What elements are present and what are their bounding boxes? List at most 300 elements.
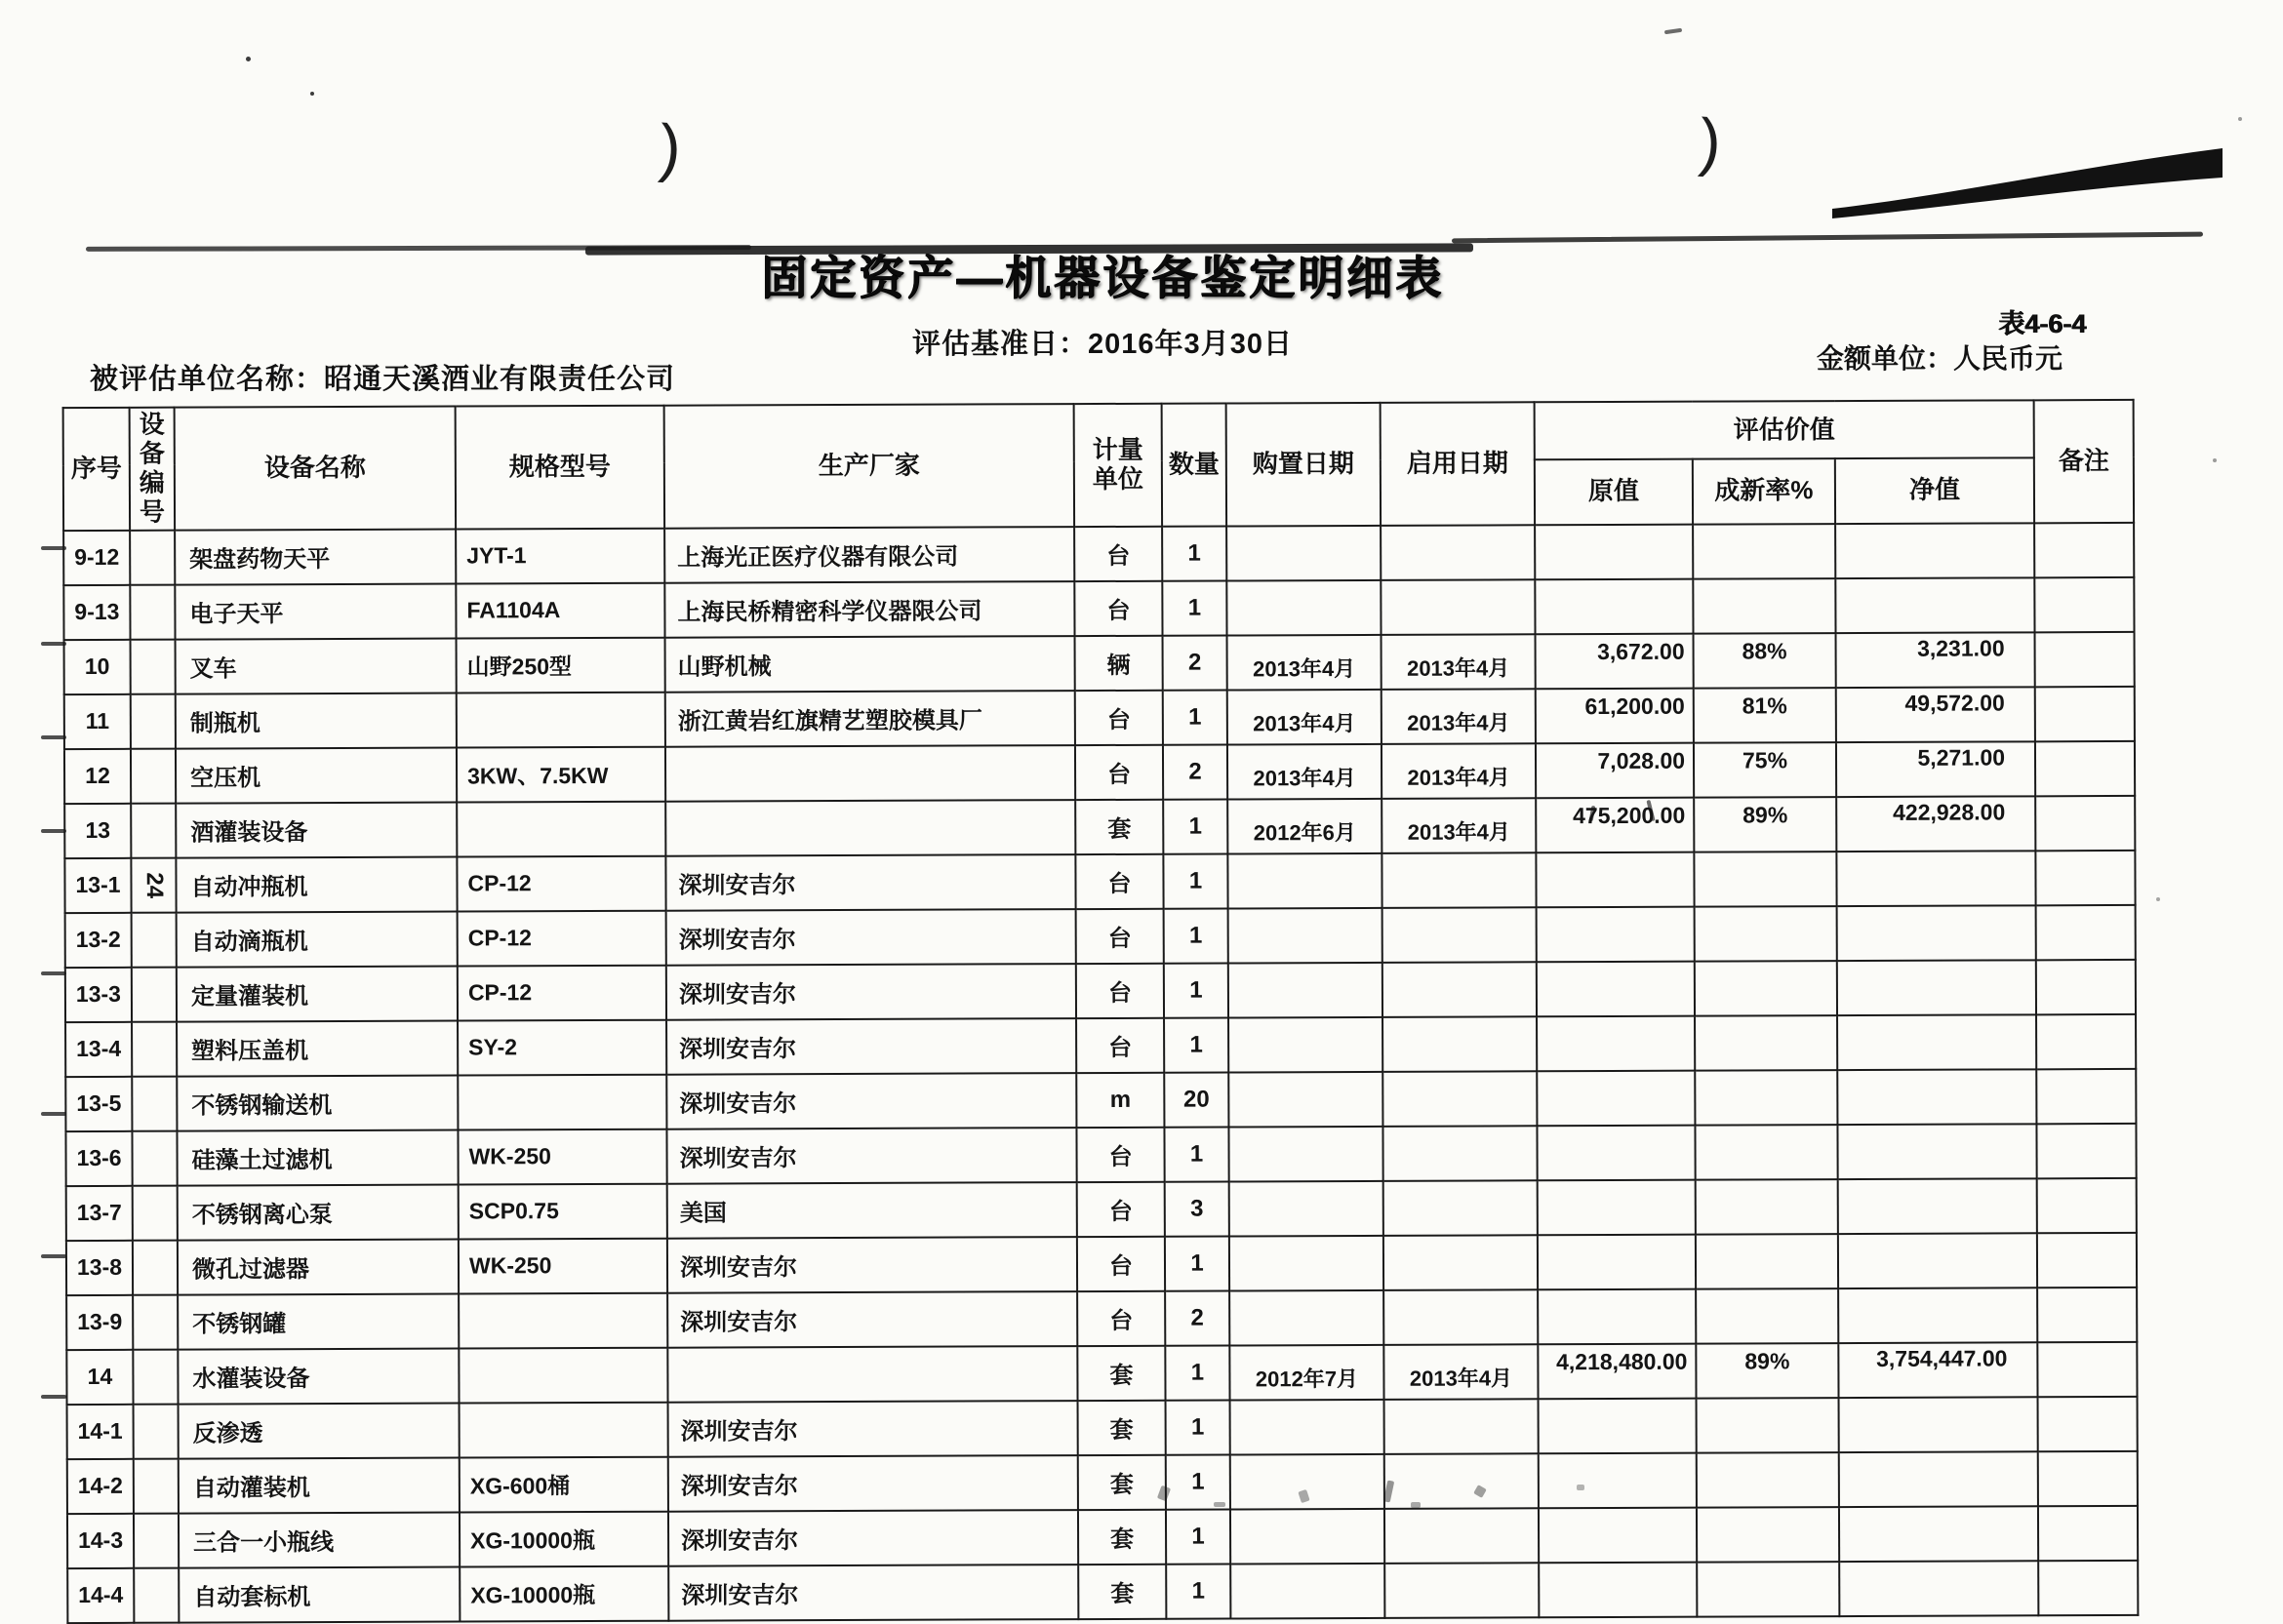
cell-unit: 台 — [1075, 853, 1163, 908]
cell-name: 微孔过滤器 — [178, 1239, 459, 1294]
cell-model — [458, 1074, 666, 1129]
cell-seq: 13-8 — [66, 1240, 133, 1294]
cell-seq: 13-6 — [65, 1130, 132, 1185]
amount-unit-label: 金额单位：人民币元 — [1817, 343, 2063, 374]
cell-start_date: 2013年4月 — [1382, 798, 1536, 853]
cell-net_value: 3,231.00 — [1836, 632, 2035, 688]
cell-device_no — [131, 748, 176, 803]
cell-manufacturer: 上海民桥精密科学仪器限公司 — [664, 581, 1074, 638]
cell-name: 自动灌装机 — [179, 1457, 460, 1513]
cell-start_date — [1384, 1563, 1539, 1618]
cell-qty: 1 — [1164, 1127, 1228, 1181]
page-title: 固定资产—机器设备鉴定明细表 — [761, 252, 1444, 303]
cell-remark — [2036, 1013, 2136, 1068]
cell-seq: 13-5 — [65, 1076, 132, 1130]
cell-remark — [2037, 1177, 2137, 1232]
table-row — [67, 1396, 2138, 1458]
cell-name: 塑料压盖机 — [177, 1020, 458, 1076]
equipment-table-body — [63, 522, 2138, 1622]
col-header-net-value: 净值 — [1835, 457, 2034, 523]
cell-purchase_date — [1226, 525, 1381, 580]
cell-manufacturer: 深圳安吉尔 — [666, 1128, 1076, 1184]
cell-seq: 13-2 — [65, 912, 132, 967]
cell-name: 水灌装设备 — [178, 1348, 459, 1404]
cell-qty: 1 — [1164, 963, 1228, 1017]
cell-name: 自动冲瓶机 — [176, 856, 457, 912]
appraised-entity-name: 被评估单位名称：昭通天溪酒业有限责任公司 — [90, 364, 676, 395]
cell-model: CP-12 — [458, 965, 666, 1020]
cell-purchase_date — [1230, 1453, 1384, 1509]
cell-qty: 1 — [1163, 799, 1227, 853]
cell-remark — [2038, 1396, 2138, 1450]
cell-model: XG-10000瓶 — [460, 1511, 668, 1566]
table-row — [67, 1505, 2138, 1567]
cell-seq: 14 — [66, 1349, 133, 1404]
cell-manufacturer: 深圳安吉尔 — [666, 909, 1076, 966]
cell-start_date — [1382, 1016, 1537, 1072]
cell-original_value: 7,028.00 — [1536, 742, 1694, 798]
cell-new_rate — [1695, 1070, 1837, 1126]
cell-seq: 14-3 — [67, 1513, 134, 1567]
col-header-model: 规格型号 — [456, 406, 664, 529]
cell-purchase_date — [1229, 1235, 1383, 1290]
scan-speck — [2238, 117, 2242, 121]
cell-device_no — [133, 1349, 178, 1404]
cell-remark — [2038, 1560, 2138, 1614]
cell-net_value: 5,271.00 — [1836, 741, 2035, 797]
cell-net_value — [1837, 905, 2036, 961]
table-row — [65, 1123, 2136, 1185]
cell-model: 山野250型 — [457, 637, 665, 693]
cell-seq: 13-3 — [65, 967, 132, 1021]
cell-start_date — [1383, 1180, 1538, 1236]
cell-remark — [2037, 1341, 2137, 1396]
cell-new_rate — [1693, 578, 1835, 634]
cell-new_rate — [1693, 524, 1835, 579]
col-header-appraisal-group: 评估价值 — [1535, 400, 2034, 459]
cell-seq: 13-4 — [65, 1021, 132, 1076]
cell-device_no — [131, 693, 176, 748]
cell-name: 硅藻土过滤机 — [177, 1129, 458, 1185]
cell-name: 不锈钢罐 — [178, 1293, 459, 1349]
cell-original_value — [1539, 1452, 1697, 1508]
cell-purchase_date — [1230, 1563, 1384, 1618]
col-header-manufacturer: 生产厂家 — [664, 404, 1074, 528]
cell-model: 3KW、7.5KW — [457, 746, 665, 802]
form-number: 表4-6-4 — [1998, 309, 2087, 338]
cell-remark — [2035, 631, 2135, 686]
cell-model: CP-12 — [458, 910, 666, 966]
cell-unit: 台 — [1077, 1236, 1165, 1290]
cell-remark — [2036, 1123, 2136, 1177]
cell-seq: 9-12 — [63, 530, 130, 584]
cell-purchase_date — [1229, 1289, 1383, 1345]
cell-model — [459, 1292, 667, 1348]
cell-unit: 台 — [1074, 526, 1162, 580]
cell-new_rate — [1697, 1398, 1839, 1453]
cell-net_value — [1837, 960, 2036, 1015]
cell-remark — [2035, 850, 2135, 904]
table-row — [67, 1560, 2138, 1622]
cell-start_date: 2013年4月 — [1383, 1344, 1538, 1400]
cell-device_no — [131, 639, 176, 693]
cell-start_date: 2013年4月 — [1382, 634, 1536, 690]
cell-original_value — [1538, 1179, 1696, 1235]
cell-net_value — [1839, 1561, 2038, 1616]
cell-qty: 2 — [1163, 744, 1227, 799]
cell-net_value — [1837, 1069, 2036, 1125]
cell-unit: 台 — [1075, 690, 1163, 744]
table-row — [63, 576, 2134, 639]
cell-device_no — [133, 1185, 178, 1240]
cell-qty: 1 — [1164, 1017, 1228, 1072]
cell-model: CP-12 — [457, 855, 665, 911]
cell-name: 空压机 — [176, 747, 457, 803]
cell-model: WK-250 — [459, 1238, 667, 1293]
table-header — [63, 400, 2134, 531]
cell-qty: 2 — [1163, 635, 1227, 690]
cell-device_no — [130, 530, 175, 584]
col-header-name: 设备名称 — [175, 407, 456, 531]
cell-original_value — [1539, 1562, 1697, 1617]
cell-device_no — [133, 1294, 178, 1349]
col-header-start-date: 启用日期 — [1381, 402, 1535, 525]
cell-seq: 11 — [64, 693, 131, 748]
cell-manufacturer — [665, 745, 1075, 802]
cell-device_no — [132, 1021, 177, 1076]
col-header-seq: 序号 — [63, 408, 130, 531]
cell-new_rate — [1696, 1288, 1838, 1344]
cell-unit: 套 — [1077, 1345, 1165, 1400]
cell-unit: 套 — [1078, 1509, 1166, 1564]
scan-tick — [41, 1395, 66, 1399]
cell-device_no — [131, 857, 176, 912]
cell-manufacturer: 深圳安吉尔 — [667, 1237, 1077, 1293]
cell-net_value — [1837, 1014, 2036, 1070]
cell-new_rate — [1695, 906, 1837, 962]
cell-model: XG-600桶 — [460, 1456, 668, 1512]
cell-seq: 13-9 — [66, 1294, 133, 1349]
table-row — [66, 1341, 2137, 1404]
cell-purchase_date — [1228, 962, 1382, 1017]
cell-unit: 台 — [1076, 963, 1164, 1017]
cell-new_rate — [1695, 1015, 1837, 1071]
cell-net_value — [1839, 1506, 2038, 1562]
cell-unit: 套 — [1075, 799, 1163, 853]
scan-tick — [41, 971, 66, 975]
cell-original_value — [1538, 1234, 1696, 1289]
cell-qty: 1 — [1163, 690, 1227, 744]
table-row — [64, 631, 2135, 693]
cell-start_date — [1383, 1235, 1538, 1290]
cell-original_value — [1537, 1070, 1695, 1126]
scan-paren-mark: ) — [1697, 104, 1724, 178]
cell-device_no — [132, 967, 177, 1021]
cell-original_value — [1535, 578, 1693, 634]
cell-model — [460, 1402, 668, 1457]
cell-device_no — [133, 1240, 178, 1294]
cell-net_value — [1838, 1178, 2037, 1234]
cell-manufacturer: 深圳安吉尔 — [666, 964, 1076, 1020]
cell-new_rate — [1697, 1452, 1839, 1508]
cell-new_rate — [1697, 1507, 1839, 1563]
cell-original_value — [1538, 1288, 1696, 1344]
table-row — [66, 1287, 2137, 1349]
scan-speck — [246, 57, 251, 61]
cell-remark — [2038, 1450, 2138, 1505]
table-row — [65, 1013, 2136, 1076]
cell-purchase_date — [1230, 1399, 1384, 1454]
cell-new_rate — [1696, 1234, 1838, 1289]
cell-new_rate: 88% — [1694, 633, 1836, 689]
cell-model: WK-250 — [458, 1129, 666, 1184]
col-header-new-rate: 成新率% — [1693, 458, 1835, 524]
col-header-unit: 计量 单位 — [1074, 404, 1162, 527]
cell-unit: m — [1076, 1072, 1164, 1127]
cell-manufacturer — [665, 800, 1075, 856]
table-row — [65, 1068, 2136, 1130]
cell-new_rate — [1694, 852, 1836, 907]
cell-new_rate: 89% — [1694, 797, 1836, 852]
cell-manufacturer: 深圳安吉尔 — [666, 1018, 1076, 1075]
cell-seq: 9-13 — [63, 584, 130, 639]
cell-new_rate — [1696, 1179, 1838, 1235]
col-header-original-value: 原值 — [1535, 459, 1693, 525]
cell-remark — [2037, 1232, 2137, 1287]
cell-name: 三合一小瓶线 — [179, 1512, 460, 1567]
scan-tick — [41, 829, 66, 833]
cell-qty: 20 — [1164, 1072, 1228, 1127]
cell-purchase_date: 2013年4月 — [1227, 743, 1382, 799]
scan-speck — [1664, 28, 1682, 34]
cell-remark — [2037, 1287, 2137, 1341]
col-header-remark: 备注 — [2034, 400, 2134, 523]
cell-start_date — [1382, 962, 1537, 1017]
cell-device_no — [132, 1076, 177, 1130]
table-row — [63, 522, 2134, 584]
cell-purchase_date: 2013年4月 — [1227, 689, 1382, 744]
cell-manufacturer: 美国 — [667, 1182, 1077, 1239]
cell-net_value — [1839, 1397, 2038, 1452]
cell-unit: 台 — [1075, 744, 1163, 799]
cell-unit: 套 — [1078, 1564, 1166, 1618]
scan-page-edge-swoosh — [1832, 135, 2223, 224]
cell-original_value — [1536, 852, 1694, 907]
scan-speck — [2213, 458, 2217, 462]
cell-name: 自动套标机 — [179, 1566, 460, 1622]
cell-purchase_date: 2012年6月 — [1227, 798, 1382, 853]
cell-original_value — [1537, 961, 1695, 1016]
cell-start_date — [1383, 1289, 1538, 1345]
cell-name: 架盘药物天平 — [175, 529, 456, 584]
cell-purchase_date — [1226, 579, 1381, 635]
cell-manufacturer: 浙江黄岩红旗精艺塑胶模具厂 — [665, 691, 1075, 747]
cell-original_value — [1539, 1398, 1697, 1453]
cell-qty: 1 — [1165, 1236, 1229, 1290]
cell-name: 酒灌装设备 — [176, 802, 457, 857]
cell-name: 不锈钢输送机 — [177, 1075, 458, 1130]
cell-qty: 1 — [1165, 1345, 1229, 1400]
cell-purchase_date — [1228, 1071, 1382, 1127]
cell-qty: 1 — [1163, 853, 1227, 908]
cell-unit: 台 — [1077, 1181, 1165, 1236]
cell-unit: 套 — [1078, 1400, 1166, 1454]
cell-remark — [2035, 686, 2135, 740]
cell-model: FA1104A — [456, 582, 664, 638]
cell-start_date — [1384, 1508, 1539, 1564]
cell-original_value — [1537, 906, 1695, 962]
cell-purchase_date — [1227, 852, 1382, 908]
cell-qty: 1 — [1162, 526, 1226, 580]
cell-qty: 1 — [1166, 1400, 1230, 1454]
cell-unit: 台 — [1077, 1290, 1165, 1345]
cell-purchase_date: 2012年7月 — [1229, 1344, 1383, 1400]
cell-net_value — [1839, 1451, 2038, 1507]
cell-qty: 1 — [1166, 1509, 1230, 1564]
cell-seq: 13-1 — [64, 857, 131, 912]
cell-model: JYT-1 — [456, 528, 664, 583]
cell-seq: 13 — [64, 803, 131, 857]
cell-start_date — [1384, 1399, 1539, 1454]
cell-remark — [2035, 795, 2135, 850]
cell-unit: 套 — [1078, 1454, 1166, 1509]
cell-original_value — [1537, 1015, 1695, 1071]
cell-net_value: 422,928.00 — [1836, 796, 2035, 852]
col-header-purchase-date: 购置日期 — [1226, 403, 1381, 526]
cell-model: XG-10000瓶 — [460, 1565, 668, 1621]
cell-manufacturer: 深圳安吉尔 — [665, 854, 1075, 911]
cell-name: 制瓶机 — [176, 693, 457, 748]
cell-manufacturer: 山野机械 — [665, 636, 1075, 693]
cell-remark — [2034, 522, 2134, 576]
cell-seq: 12 — [64, 748, 131, 803]
cell-remark — [2036, 959, 2136, 1013]
cell-start_date — [1381, 525, 1535, 580]
cell-qty: 1 — [1166, 1564, 1230, 1618]
cell-start_date: 2013年4月 — [1382, 743, 1536, 799]
cell-net_value — [1835, 523, 2034, 578]
cell-net_value — [1838, 1287, 2037, 1343]
cell-manufacturer: 深圳安吉尔 — [668, 1510, 1078, 1566]
cell-device_no — [130, 584, 175, 639]
cell-original_value: 3,672.00 — [1536, 633, 1694, 689]
cell-model — [457, 692, 665, 747]
table-row — [66, 1232, 2137, 1294]
cell-qty: 2 — [1165, 1290, 1229, 1345]
cell-original_value — [1539, 1507, 1697, 1563]
cell-seq: 14-4 — [67, 1567, 134, 1622]
cell-new_rate — [1697, 1562, 1839, 1617]
cell-name: 自动滴瓶机 — [177, 911, 458, 967]
table-row — [67, 1450, 2138, 1513]
cell-new_rate: 89% — [1696, 1343, 1838, 1399]
cell-new_rate — [1695, 1125, 1837, 1180]
cell-purchase_date — [1228, 907, 1382, 963]
cell-manufacturer: 深圳安吉尔 — [668, 1565, 1078, 1621]
cell-remark — [2034, 576, 2134, 631]
cell-seq: 10 — [64, 639, 131, 693]
cell-original_value: 475,200.00 — [1536, 797, 1694, 852]
cell-remark — [2038, 1505, 2138, 1560]
cell-purchase_date: 2013年4月 — [1227, 634, 1382, 690]
cell-manufacturer — [667, 1346, 1077, 1403]
cell-qty: 1 — [1164, 908, 1228, 963]
cell-device_no — [131, 803, 176, 857]
cell-net_value: 3,754,447.00 — [1838, 1342, 2037, 1398]
cell-model — [459, 1347, 667, 1403]
cell-name: 电子天平 — [175, 583, 456, 639]
cell-model — [457, 801, 665, 856]
valuation-base-date: 评估基准日：2016年3月30日 — [912, 329, 1293, 360]
cell-remark — [2036, 1068, 2136, 1123]
cell-name: 不锈钢离心泵 — [178, 1184, 459, 1240]
cell-device_no — [134, 1404, 179, 1458]
cell-new_rate: 75% — [1694, 742, 1836, 798]
cell-name: 叉车 — [176, 638, 457, 693]
cell-start_date — [1382, 907, 1537, 963]
cell-seq: 13-7 — [66, 1185, 133, 1240]
table-row — [65, 904, 2136, 967]
cell-qty: 3 — [1165, 1181, 1229, 1236]
cell-seq: 14-1 — [67, 1404, 134, 1458]
table-row — [64, 686, 2135, 748]
cell-new_rate — [1695, 961, 1837, 1016]
col-header-qty: 数量 — [1162, 404, 1226, 527]
cell-net_value — [1836, 851, 2035, 906]
cell-name: 定量灌装机 — [177, 966, 458, 1021]
table-row — [65, 959, 2136, 1021]
table-row — [64, 740, 2135, 803]
scan-streak-right — [1452, 232, 2203, 244]
cell-model: SY-2 — [458, 1019, 666, 1075]
scan-speck — [310, 92, 314, 96]
cell-name: 反渗透 — [179, 1403, 460, 1458]
cell-purchase_date — [1229, 1180, 1383, 1236]
cell-purchase_date — [1230, 1508, 1384, 1564]
cell-device_no — [132, 912, 177, 967]
equipment-appraisal-table — [62, 399, 2140, 1624]
cell-original_value: 4,218,480.00 — [1538, 1343, 1696, 1399]
table-row — [64, 795, 2135, 857]
cell-unit: 辆 — [1075, 635, 1163, 690]
cell-unit: 台 — [1074, 580, 1162, 635]
cell-manufacturer: 深圳安吉尔 — [666, 1073, 1076, 1129]
table-row — [66, 1177, 2137, 1240]
device-no-rotated: 24 — [140, 871, 168, 898]
scan-tick — [41, 1112, 66, 1116]
cell-net_value: 49,572.00 — [1836, 687, 2035, 742]
cell-unit: 台 — [1076, 1127, 1164, 1181]
cell-manufacturer: 深圳安吉尔 — [667, 1291, 1077, 1348]
cell-new_rate: 81% — [1694, 688, 1836, 743]
cell-device_no — [134, 1458, 179, 1513]
cell-purchase_date — [1228, 1016, 1382, 1072]
cell-device_no — [134, 1567, 179, 1622]
cell-original_value — [1535, 524, 1693, 579]
cell-qty: 1 — [1162, 580, 1226, 635]
scan-speck — [2156, 897, 2160, 901]
cell-start_date — [1382, 1126, 1537, 1181]
table-row — [64, 850, 2135, 912]
cell-original_value: 61,200.00 — [1536, 688, 1694, 743]
cell-qty: 1 — [1166, 1454, 1230, 1509]
col-header-device-no: 设备 编号 — [130, 408, 175, 531]
cell-original_value — [1537, 1125, 1695, 1180]
cell-remark — [2036, 904, 2136, 959]
cell-start_date — [1382, 852, 1536, 908]
cell-unit: 台 — [1076, 1017, 1164, 1072]
cell-remark — [2035, 740, 2135, 795]
